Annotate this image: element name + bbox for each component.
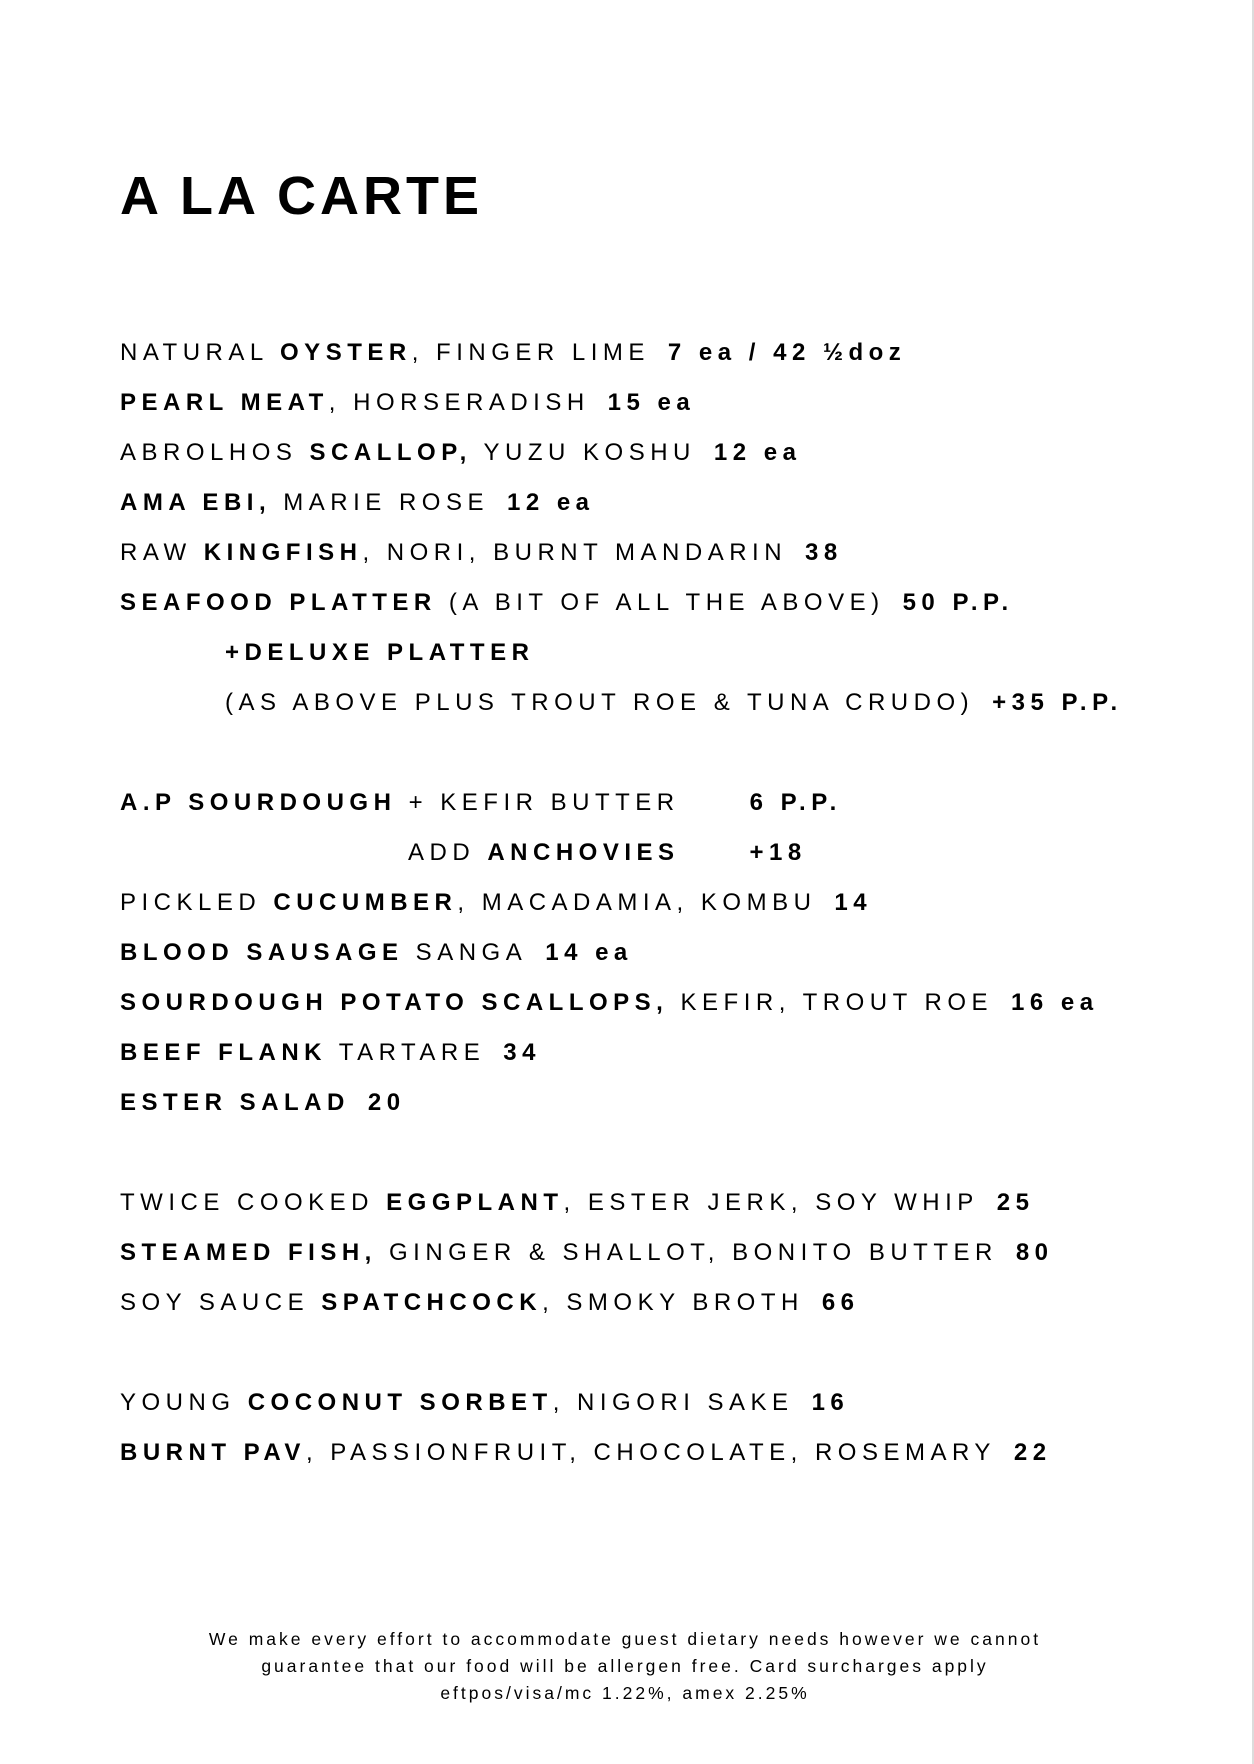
menu-item-oyster (120, 338, 906, 368)
item-price: 7 ea / 42 ½doz (667, 339, 907, 366)
item-name: CUCUMBER (273, 889, 458, 916)
item-price: 16 (811, 1389, 850, 1416)
item-prefix: NATURAL (120, 339, 281, 366)
menu-item-spatchcock (120, 1288, 860, 1318)
item-description: MARIE ROSE (271, 489, 489, 516)
item-name: SPATCHCOCK (321, 1289, 543, 1316)
item-price: 20 (367, 1089, 406, 1116)
item-prefix: ABROLHOS (120, 439, 310, 466)
item-name: ESTER SALAD (120, 1089, 350, 1116)
item-price: 14 (834, 889, 873, 916)
item-price: 66 (821, 1289, 860, 1316)
item-description: , SMOKY BROTH (542, 1289, 804, 1316)
item-price: 50 P.P. (902, 589, 1014, 616)
item-price: 6 P.P. (749, 789, 842, 816)
item-description: (AS ABOVE PLUS TROUT ROE & TUNA CRUDO) (225, 689, 975, 716)
item-price: 80 (1015, 1239, 1054, 1266)
item-name: PEARL MEAT (120, 389, 329, 416)
item-price: 34 (503, 1039, 541, 1066)
item-price: 15 ea (607, 389, 696, 416)
menu-item-kingfish (120, 538, 843, 568)
item-price: 12 ea (506, 489, 595, 516)
item-description: (A BIT OF ALL THE ABOVE) (436, 589, 885, 616)
item-name: SEAFOOD PLATTER (120, 589, 437, 616)
item-price: 22 (1013, 1439, 1052, 1466)
item-name: AMA EBI, (120, 489, 272, 516)
item-price: 16 ea (1011, 989, 1099, 1016)
notice-line: We make every effort to accommodate guest dietary needs however we cannot (208, 1629, 1042, 1649)
item-name: STEAMED FISH, (120, 1239, 377, 1266)
item-description: TARTARE (327, 1039, 486, 1066)
item-prefix: RAW (120, 539, 204, 566)
item-description: , NIGORI SAKE (552, 1389, 794, 1416)
item-price: +35 P.P. (992, 689, 1123, 716)
item-price: 25 (996, 1189, 1035, 1216)
menu-item-scallop (120, 438, 801, 468)
menu-item-cucumber (120, 888, 872, 918)
menu-item-seafood-platter (120, 588, 1014, 618)
item-prefix: ADD (408, 839, 488, 866)
item-name: ANCHOVIES (487, 839, 680, 866)
item-description: , NORI, BURNT MANDARIN (362, 539, 788, 566)
notice-line: eftpos/visa/mc 1.22%, amex 2.25% (440, 1683, 810, 1703)
item-prefix: TWICE COOKED (120, 1189, 387, 1216)
menu-item-pearl-meat (120, 388, 695, 418)
menu-item-potato-scallops (120, 988, 1099, 1018)
item-name: BEEF FLANK (120, 1039, 327, 1066)
menu-item-coconut-sorbet (120, 1388, 849, 1418)
menu-page (120, 0, 1220, 1764)
menu-item-beef-flank (120, 1038, 541, 1068)
item-name: SCALLOP, (309, 439, 472, 466)
item-description: SANGA (403, 939, 528, 966)
item-price: 38 (805, 539, 843, 566)
menu-item-ester-salad (120, 1088, 406, 1118)
menu-item-sourdough (120, 788, 842, 818)
item-name: OYSTER (280, 339, 412, 366)
item-name: KINGFISH (203, 539, 363, 566)
item-description: KEFIR, TROUT ROE (668, 989, 993, 1016)
item-price: +18 (749, 839, 807, 866)
item-description: , HORSERADISH (328, 389, 590, 416)
item-description: YUZU KOSHU (471, 439, 696, 466)
item-prefix: YOUNG (120, 1389, 248, 1416)
menu-item-deluxe-platter (225, 638, 534, 668)
item-name: SOURDOUGH POTATO SCALLOPS, (120, 989, 669, 1016)
menu-item-ama-ebi (120, 488, 595, 518)
item-name: COCONUT SORBET (247, 1389, 553, 1416)
item-description: , ESTER JERK, SOY WHIP (563, 1189, 979, 1216)
item-description: GINGER & SHALLOT, BONITO BUTTER (376, 1239, 998, 1266)
menu-item-steamed-fish (120, 1238, 1054, 1268)
item-name: BURNT PAV (120, 1439, 306, 1466)
allergen-surcharge-notice (120, 1626, 1130, 1707)
menu-item-eggplant (120, 1188, 1035, 1218)
item-name: +DELUXE PLATTER (225, 639, 535, 666)
menu-item-blood-sausage (120, 938, 633, 968)
item-name: BLOOD SAUSAGE (120, 939, 404, 966)
item-description: + KEFIR BUTTER (396, 789, 680, 816)
item-price: 14 ea (545, 939, 633, 966)
notice-line: guarantee that our food will be allergen free. Card surcharges apply (261, 1656, 989, 1676)
item-description: , PASSIONFRUIT, CHOCOLATE, ROSEMARY (305, 1439, 996, 1466)
item-name: EGGPLANT (386, 1189, 564, 1216)
item-price: 12 ea (713, 439, 802, 466)
menu-title: A LA CARTE (120, 166, 483, 226)
item-prefix: PICKLED (120, 889, 274, 916)
menu-item-anchovies (408, 838, 807, 868)
item-name: A.P SOURDOUGH (120, 789, 397, 816)
menu-item-burnt-pav (120, 1438, 1052, 1468)
item-description: , MACADAMIA, KOMBU (457, 889, 817, 916)
menu-item-deluxe-platter-description (225, 688, 1123, 718)
item-description: , FINGER LIME (411, 339, 650, 366)
item-prefix: SOY SAUCE (120, 1289, 322, 1316)
